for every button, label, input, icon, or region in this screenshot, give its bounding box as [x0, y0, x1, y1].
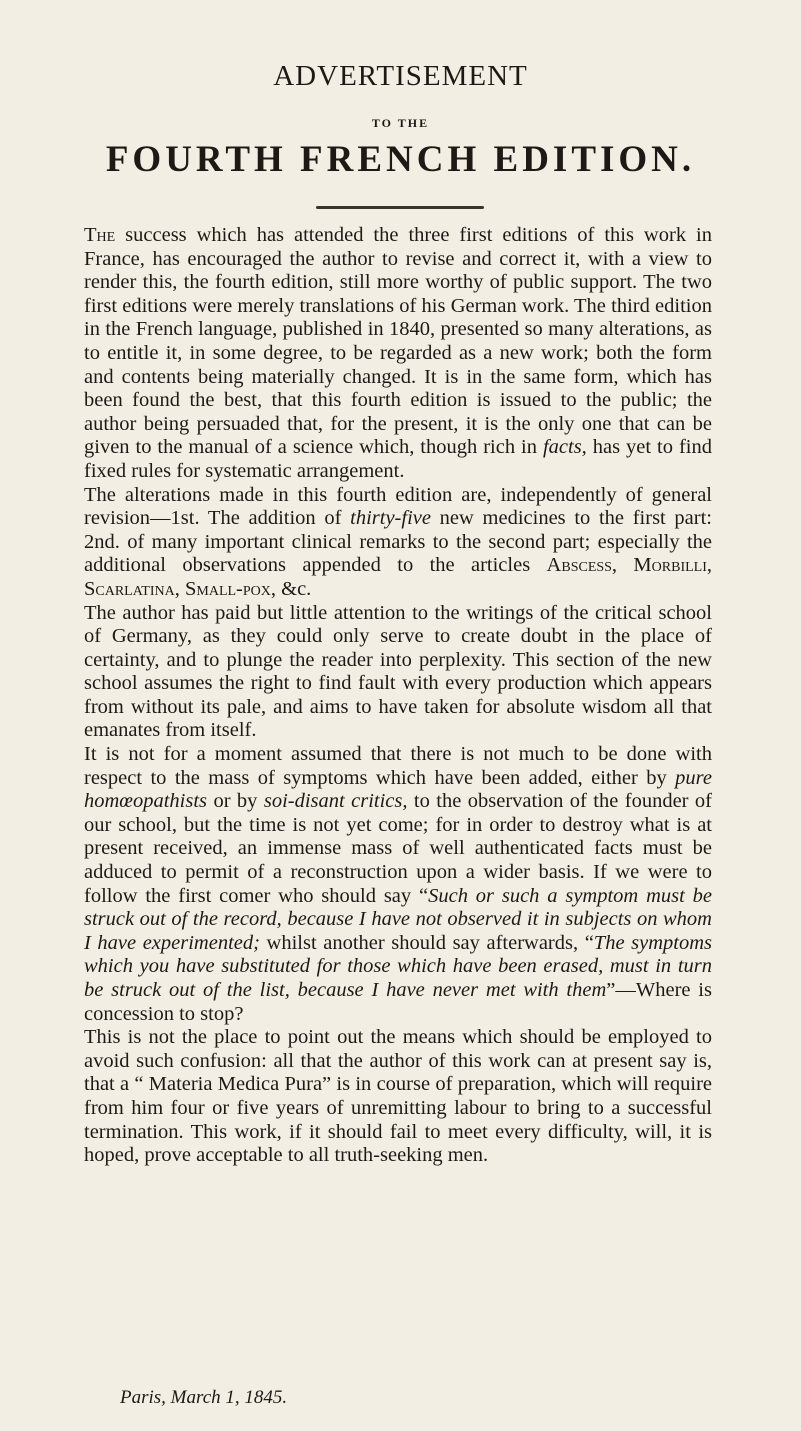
text-run: The alterations made in this fourth edition are, independently of general revision—1st. The addition of [84, 483, 712, 530]
italic-run: soi-disant critics, [263, 790, 408, 813]
italic-run: The symptoms which you have substituted for those which have been erased, must in turn be struck out of the list, because I have never met with them [84, 931, 712, 1001]
paragraph [84, 1026, 712, 1168]
text-run: new medicines to the first part: 2nd. of many important clinical remarks to the second part; especially the additional observations appended to the articles [84, 507, 712, 577]
text-run: ”—Where is concession to stop? [84, 979, 712, 1025]
text-run: to the observation of the founder of our school, but the time is not yet come; for in order to destroy what is at present received, an immense mass of well authenticated facts must be adduced to permit of a reconstruction upon a wider basis. If we were to follow the first comer who should say “ [84, 790, 713, 907]
paragraph [84, 484, 712, 602]
to-the-subheading: TO THE [371, 116, 430, 130]
edition-heading: FOURTH FRENCH EDITION. [105, 139, 696, 180]
text-run: The author has paid but little attention to the writings of the critical school of Germany, as they could only serve to create doubt in the place of certainty, and to plunge the reader into perplexity. This section of the new school assumes the right to find fault with every production which appears from without its pale, and aims to have taken for absolute wisdom all that emanates from itself. [84, 601, 712, 742]
signature-line: Paris, March 1, 1845. [120, 1387, 288, 1408]
text-run: has yet to find fixed rules for systematic arrangement. [84, 436, 712, 482]
text-run: It is not for a moment assumed that there is not much to be done with respect to the mass of symptoms which have been added, either by [84, 743, 712, 789]
small-caps-run: The [84, 224, 116, 246]
paragraph [84, 743, 712, 1026]
body-text [84, 224, 712, 1168]
text-run: This is not the place to point out the means which should be employed to avoid such confusion: all that the author of this work can at present say is, that a “ Materia Medica Pura” is in course of preparation, which will require from him four or five years of unremitting labour to bring to a successful termination. This work, if it should fail to meet every difficulty, will, it is hoped, prove acceptable to all truth-seeking men. [84, 1026, 712, 1167]
small-caps-run: Abscess, Morbilli, Scarlatina, Small-pox, [84, 554, 712, 600]
text-run: or by [207, 790, 264, 813]
text-run: whilst another should say afterwards, “ [259, 931, 594, 954]
ornamental-divider [316, 206, 484, 209]
paragraph [84, 224, 712, 484]
text-run: success which has attended the three first editions of this work in France, has encouraged the author to revise and correct it, with a view to render this, the fourth edition, still more worthy of public support. The two first editions were merely translations of his German work. The third edition in the French language, published in 1840, presented so many alterations, as to entitle it, in some degree, to be regarded as a new work; both the form and contents being materially changed. It is in the same form, which has been found the best, that this fourth edition is issued to the public; the author being persuaded that, for the present, it is the only one that can be given to the manual of a science which, though rich in [84, 224, 712, 459]
italic-run: pure homœopathists [84, 766, 712, 813]
italic-run: Such or such a symptom must be struck out of the record, because I have not observed it in subjects on whom I have experimented; [84, 884, 712, 954]
paragraph [84, 602, 712, 744]
italic-run: facts, [542, 436, 587, 459]
advertisement-heading: ADVERTISEMENT [273, 60, 528, 92]
italic-run: thirty-five [350, 507, 431, 530]
text-run: &c. [276, 577, 312, 600]
